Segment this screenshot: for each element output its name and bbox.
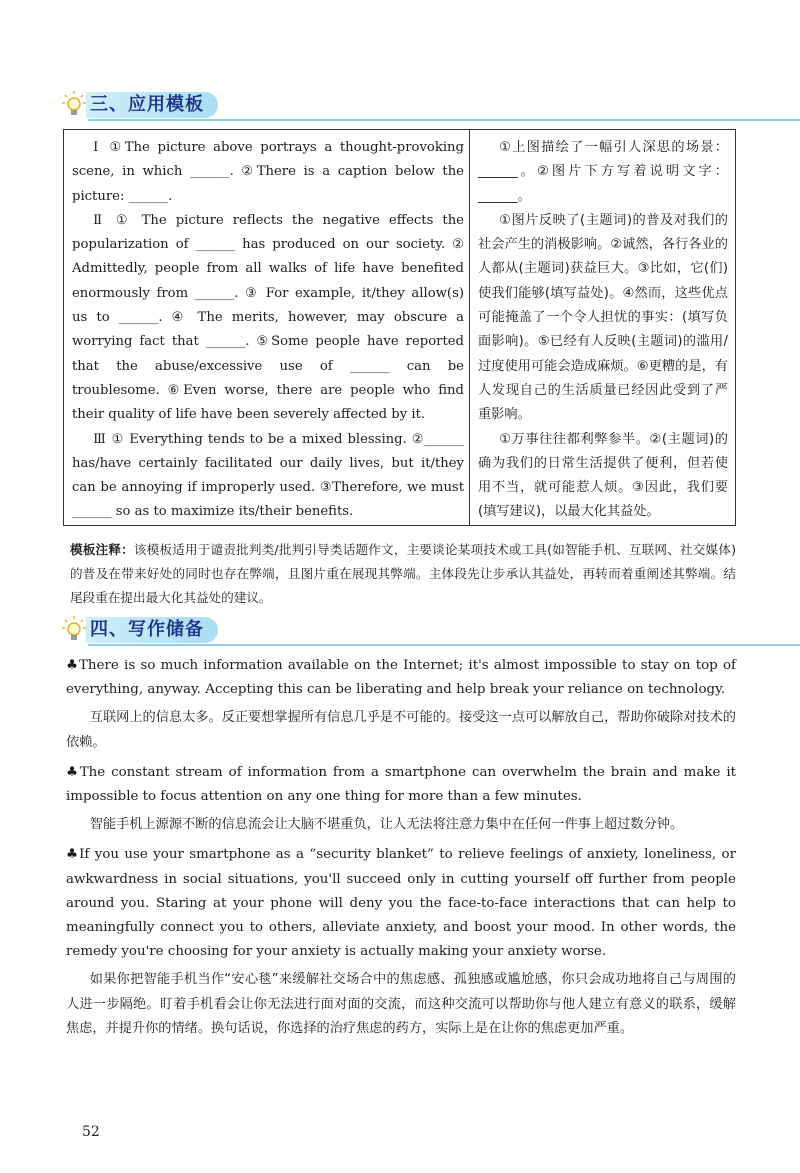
section-rule xyxy=(88,644,800,646)
template-zh-para-3: ①万事往往都利弊参半。②(主题词)的确为我们的日常生活提供了便利，但若使用不当，就可能惹人烦。③因此，我们要(填写建议)，以最大化其益处。 xyxy=(478,431,728,520)
club-bullet-icon: ♣ xyxy=(66,658,79,673)
template-english-column xyxy=(72,136,464,525)
template-en-para-2: Ⅱ ① The picture reflects the negative effects the popularization of ______ has produced on our society. ② Admittedly, people from all walks of life have benefited enormously from ______. ③ For example, it/they allow(s) us to ______. ④ The merits, however, may obscure a worrying fact that ______. ⑤Some people have reported that the abuse/excessive use of ______ can be troublesome. ⑥Even worse, there are people who find their quality of life have been severely affected by it. xyxy=(72,212,464,423)
section-4-header xyxy=(62,613,800,647)
section-title: 三、应用模板 xyxy=(86,92,218,118)
note-text: 该模板适用于谴责批判类/批判引导类话题作文，主要谈论某项技术或工具(如智能手机、互联网、社交媒体)的普及在带来好处的同时也存在弊端，且图片重在展现其弊端。主体段先让步承认其益处，再转而着重阐述其弊端。结尾段重在提出最大化其益处的建议。 xyxy=(70,542,737,605)
template-zh-para-1: ①上图描绘了一幅引人深思的场景：______。②图片下方写着说明文字：______。 xyxy=(478,140,728,204)
template-table xyxy=(63,129,736,526)
lightbulb-icon xyxy=(62,90,88,118)
writing-en-1: ♣There is so much information available on the Internet; it's almost impossible to stay on top of everything, anyway. Accepting this can be liberating and help break your reliance on technology. xyxy=(66,658,736,698)
writing-zh-2: 智能手机上源源不断的信息流会让大脑不堪重负，让人无法将注意力集中在任何一件事上超过数分钟。 xyxy=(89,817,684,833)
club-bullet-icon: ♣ xyxy=(66,847,80,863)
writing-en-2: ♣The constant stream of information from a smartphone can overwhelm the brain and make it impossible to focus attention on any one thing for more than a few minutes. xyxy=(66,764,736,805)
template-en-para-3: Ⅲ ① Everything tends to be a mixed blessing. ②______ has/have certainly facilitated our daily lives, but it/they can be annoying if improperly used. ③Therefore, we must ______ so as to maximize its/their benefits. xyxy=(72,431,464,520)
writing-zh-1: 互联网上的信息太多。反正要想掌握所有信息几乎是不可能的。接受这一点可以解放自己，帮助你破除对技术的依赖。 xyxy=(66,710,736,750)
writing-reserve xyxy=(66,654,736,1047)
column-divider xyxy=(469,130,470,525)
section-rule xyxy=(88,119,800,121)
club-bullet-icon: ♣ xyxy=(66,764,80,780)
writing-en-3: ♣If you use your smartphone as a “security blanket” to relieve feelings of anxiety, loneliness, or awkwardness in social situations, you'll succeed only in cutting yourself off further from people around you. Staring at your phone will deny you the face-to-face interactions that can help to meaningfully connect you to others, alleviate anxiety, and boost your mood. In other words, the remedy you're choosing for your anxiety is actually making your anxiety worse. xyxy=(66,847,736,960)
template-zh-para-2: ①图片反映了(主题词)的普及对我们的社会产生的消极影响。②诚然，各行各业的人都从(主题词)获益巨大。③比如，它(们)使我们能够(填写益处)。④然而，这些优点可能掩盖了一个令人担忧的事实：(填写负面影响)。⑤已经有人反映(主题词)的滥用/过度使用可能会造成麻烦。⑥更糟的是，有人发现自己的生活质量已经因此受到了严重影响。 xyxy=(478,212,728,423)
template-chinese-column xyxy=(478,136,728,525)
template-en-para-1: Ⅰ ①The picture above portrays a thought-provoking scene, in which ______. ②There is a caption below the picture: ______. xyxy=(72,140,464,204)
section-3-header xyxy=(62,88,800,122)
lightbulb-icon xyxy=(62,615,88,643)
writing-zh-3: 如果你把智能手机当作“安心毯”来缓解社交场合中的焦虑感、孤独感或尴尬感，你只会成功地将自己与周围的人进一步隔绝。盯着手机看会让你无法进行面对面的交流，而这种交流可以帮助你与他人建立有意义的联系，缓解焦虑，并提升你的情绪。换句话说，你选择的治疗焦虑的药方，实际上是在让你的焦虑更加严重。 xyxy=(66,972,736,1036)
note-label: 模板注释： xyxy=(70,542,134,557)
template-note xyxy=(70,538,736,610)
section-title: 四、写作储备 xyxy=(86,617,218,643)
page-number: 52 xyxy=(82,1124,100,1140)
